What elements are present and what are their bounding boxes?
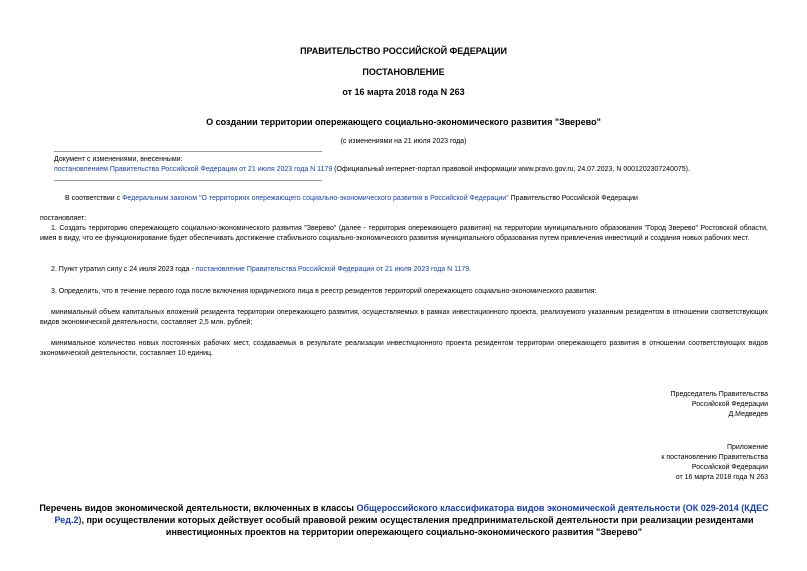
government-heading: ПРАВИТЕЛЬСТВО РОССИЙСКОЙ ФЕДЕРАЦИИ [300,46,507,56]
signature-line-1: Председатель Правительства [670,391,768,398]
changes-tail: (Официальный интернет-портал правовой информации www.pravo.gov.ru, 24.07.2023, N 0001202307240075). [332,166,690,173]
federal-law-link[interactable]: Федеральным законом "О территориях опережающего социально-экономического развития в Российской Федерации" [122,195,509,202]
item-2-before: 2. Пункт утратил силу с 24 июля 2023 года - [51,266,196,273]
document-title: О создании территории опережающего социально-экономического развития "Зверево" [206,117,601,127]
decrees-label: постановляет: [40,215,87,222]
signature-line-2: Российской Федерации [691,401,768,408]
appendix-line-4: от 16 марта 2018 года N 263 [675,474,768,481]
item-3: 3. Определить, что в течение первого года после включения юридического лица в реестр резидентов территорий опережающего социально-экономического развития: [51,288,597,295]
date-number-heading: от 16 марта 2018 года N 263 [342,87,465,97]
appendix-block [468,443,768,483]
appendix-line-1: Приложение [726,444,768,451]
changes-line [54,165,774,175]
list-title-before: Перечень видов экономической деятельности, включенных в классы [39,503,357,513]
item-1: 1. Создать территорию опережающего социально-экономического развития "Зверево" (далее - территория опережающего развития) на территории муниципального образования "Город Зверево" Ростовской области, имея в виду, что ее функционирование будет обеспечивать достижение стабильного социально-экономического развития муниципального образования путем привлечения инвестиций и создания новых рабочих мест. [40,225,768,242]
signature-block [468,390,768,420]
changes-label: Документ с изменениями, внесенными: [54,156,183,163]
signature-line-3: Д.Медведев [728,411,768,418]
appendix-line-3: Российской Федерации [691,464,768,471]
activity-list-title [38,502,770,538]
divider-bottom [54,180,322,181]
list-title-after: , при осуществлении которых действует особый правовой режим осуществления предпринимательской деятельности при реализации резидентами инвестиционных проектов на территории опережающего социально-экономического развития "Зверево" [81,515,754,537]
appendix-line-2: к постановлению Правительства [661,454,768,461]
changes-link[interactable]: постановлением Правительства Российской Федерации от 21 июля 2023 года N 1179 [54,166,333,173]
item-2 [40,265,768,275]
preamble-after: Правительство Российской Федерации [508,195,638,202]
document-type-heading: ПОСТАНОВЛЕНИЕ [362,67,445,77]
item-3a: минимальный объем капитальных вложений резидента территории опережающего развития, осуществляемых в рамках инвестиционного проекта, реализуемого указанным резидентом в отношении соответствующих видов экономической деятельности, составляет 2,5 млн. рублей; [40,309,768,326]
item-3b: минимальное количество новых постоянных рабочих мест, создаваемых в результате реализации инвестиционного проекта резидентом территории опережающего развития в отношении соответствующих видов экономической деятельности, составляет 10 единиц. [40,340,768,357]
okved-link[interactable]: Общероссийского классификатора видов экономической деятельности (ОК 029-2014 (КДЕС Ред.2) [54,503,769,525]
preamble-before: В соответствии с [65,195,123,202]
item-2-after: . [469,266,472,273]
revision-note: (с изменениями на 21 июля 2023 года) [340,138,467,145]
preamble [54,194,768,204]
divider-top [54,151,322,152]
item-2-link[interactable]: постановление Правительства Российской Федерации от 21 июля 2023 года N 1179 [195,266,470,273]
